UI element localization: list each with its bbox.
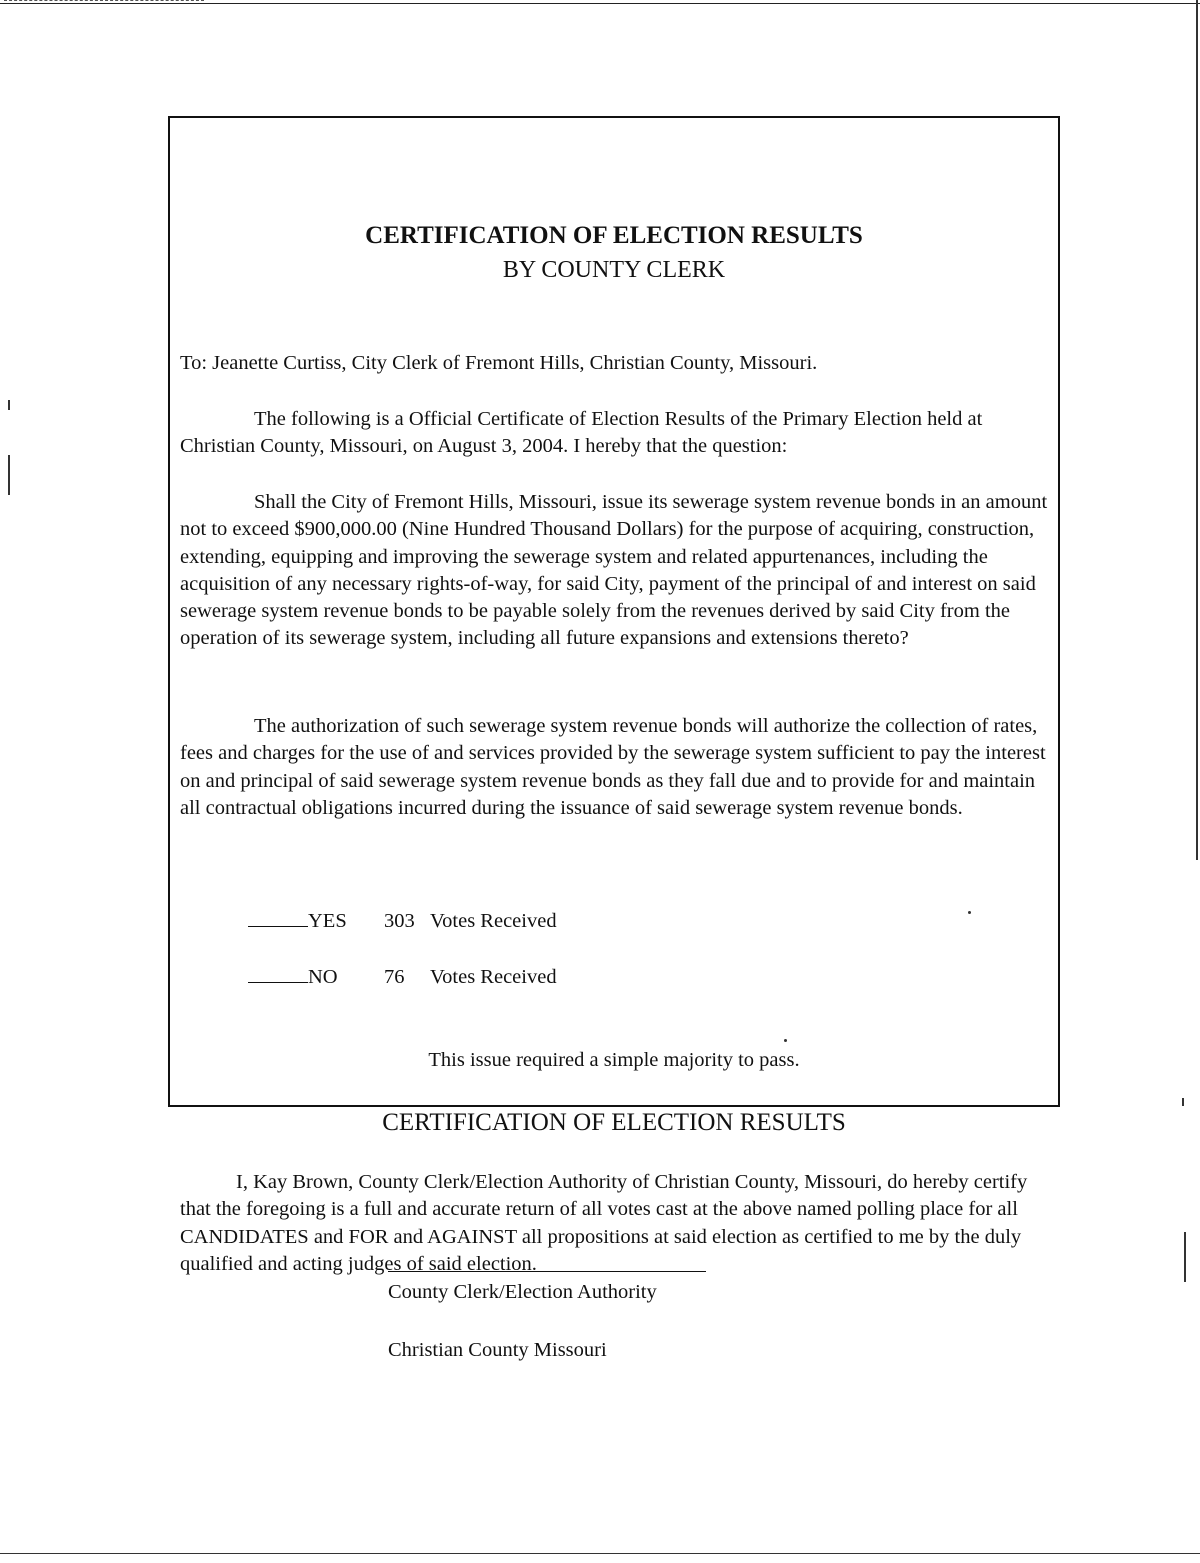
- ballot-question-paragraph: Shall the City of Fremont Hills, Missouri, issue its sewerage system revenue bonds in an amount not to exceed $900,000.00 (Nine Hundred Thousand Dollars) for the purpose of acquiring, construction, extending, equipping and improving the sewerage system and related appurtenances, including the acquisition of any necessary rights-of-way, for said City, payment of the principal of and interest on said sewerage system revenue bonds to be payable solely from the revenues derived by said City from the operation of its sewerage system, including all future expansions and extensions thereto?: [180, 491, 1048, 650]
- vote-choice-no: NO: [308, 966, 338, 988]
- document-title: CERTIFICATION OF ELECTION RESULTS: [365, 222, 863, 249]
- intro-paragraph: The following is a Official Certificate of Election Results of the Primary Election held at Christian County, Missouri, on August 3, 2004. I hereby that the question:: [180, 408, 983, 458]
- vote-suffix-yes: Votes Received: [430, 910, 557, 932]
- scan-artifact-right-edge: [1196, 0, 1198, 860]
- signature-title: County Clerk/Election Authority: [388, 1281, 657, 1303]
- certificate-frame: [168, 116, 1060, 1361]
- scan-artifact-mark: [8, 455, 10, 495]
- scan-artifact-top-line: [0, 3, 1200, 4]
- certification-paragraph: I, Kay Brown, County Clerk/Election Authority of Christian County, Missouri, do hereby certify that the foregoing is a full and accurate return of all votes cast at the above named polling place for all CANDIDATES and FOR and AGAINST all propositions at said election as certified to me by the duly qualified and acting judges of said election.: [180, 1171, 1028, 1275]
- certification-heading: CERTIFICATION OF ELECTION RESULTS: [382, 1109, 846, 1136]
- vote-row-no: [248, 963, 557, 991]
- scan-artifact-mark: [1182, 1098, 1184, 1106]
- signature-line: [388, 1271, 706, 1272]
- vote-blank-line: [248, 908, 308, 927]
- signature-county: Christian County Missouri: [388, 1339, 607, 1361]
- scan-artifact-bottom-line: [0, 1553, 1200, 1554]
- addressee-line: To: Jeanette Curtiss, City Clerk of Fremont Hills, Christian County, Missouri.: [180, 352, 818, 374]
- vote-count-no: 76: [384, 966, 405, 988]
- vote-choice-yes: YES: [308, 910, 347, 932]
- vote-count-yes: 303: [384, 910, 415, 932]
- authorization-paragraph: The authorization of such sewerage system revenue bonds will authorize the collection of rates, fees and charges for the use of and services provided by the sewerage system sufficient to pay the interest on and principal of said sewerage system revenue bonds as they fall due and to provide for and maintain all contractual obligations incurred during the issuance of said sewerage system revenue bonds.: [180, 715, 1046, 819]
- majority-note: This issue required a simple majority to pass.: [428, 1049, 800, 1071]
- scan-artifact-mark: [1184, 1232, 1186, 1282]
- vote-suffix-no: Votes Received: [430, 966, 557, 988]
- vote-row-yes: [248, 907, 557, 935]
- document-subtitle: BY COUNTY CLERK: [502, 257, 726, 283]
- scan-artifact-mark: [8, 400, 10, 410]
- vote-blank-line: [248, 964, 308, 983]
